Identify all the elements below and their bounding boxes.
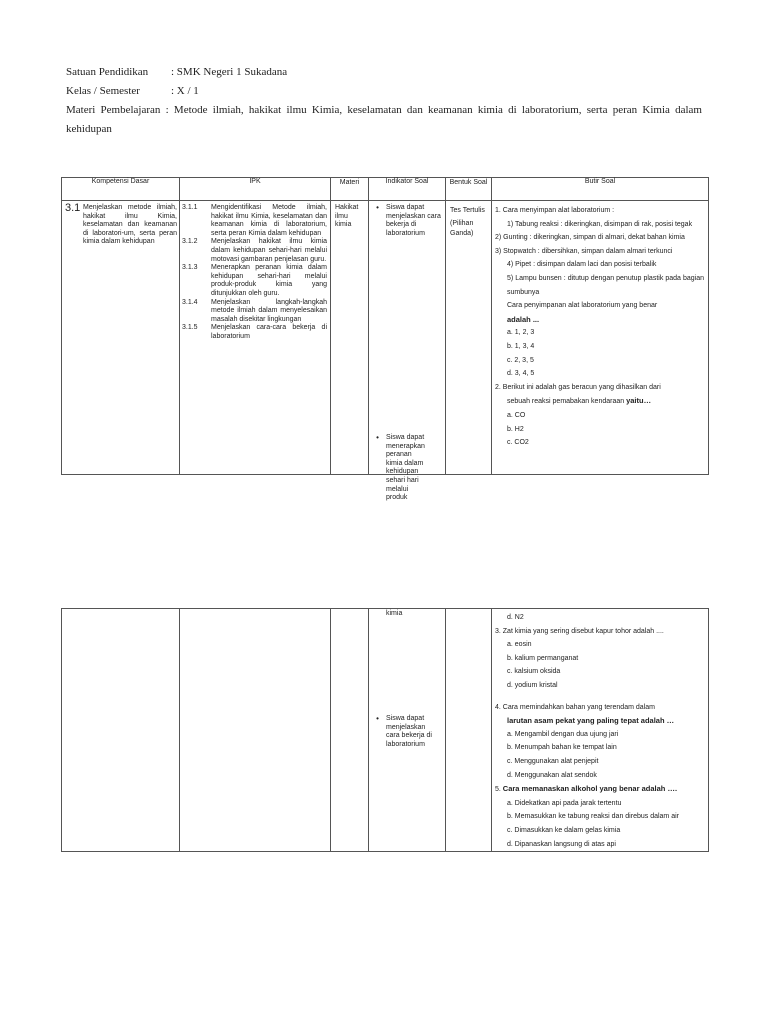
option: d. Menggunakan alat sendok xyxy=(507,771,597,779)
option: c. CO2 xyxy=(507,439,529,447)
ipk-text: Menjelaskan cara-cara bekerja di laboratorium xyxy=(211,324,327,340)
question-5-number: 5. xyxy=(495,786,501,794)
bullet-icon: • xyxy=(376,714,379,723)
question-2-cont: sebuah reaksi pemabakan kendaraan xyxy=(507,398,625,406)
bentuk-cell xyxy=(446,201,492,475)
ipk-item xyxy=(180,299,330,325)
ipk-text: Mengidentifikasi Metode ilmiah, hakikat ilmu Kimia, keselamatan dan keamanan kimia di laboratorium, serta peran Kimia dalam kehidupan xyxy=(211,204,327,237)
butir-soal-list xyxy=(492,609,708,851)
question-1-stem: Cara penyimpanan alat laboratorium yang benar xyxy=(507,302,658,310)
option: a. CO xyxy=(507,411,526,419)
kisi-kisi-table-2 xyxy=(61,608,709,852)
table-row xyxy=(62,609,709,852)
bullet-icon: • xyxy=(376,203,379,212)
materi-text: Hakikat ilmu kimia xyxy=(335,204,359,229)
question-4-end: larutan asam pekat yang paling tepat adalah … xyxy=(507,716,675,726)
question-1: 1. Cara menyimpan alat laboratorium : xyxy=(495,207,615,214)
option: c. 2, 3, 5 xyxy=(507,356,534,364)
indikator-text: kimia xyxy=(386,610,403,617)
col-ipk: IPK xyxy=(180,178,331,201)
option: b. Memasukkan ke tabung reaksi dan direbus dalam air xyxy=(507,813,679,821)
question-1-item: 2) Gunting : dikeringkan, simpan di almari, dekat bahan kimia xyxy=(495,234,685,242)
bullet-icon: • xyxy=(376,433,379,442)
indikator-cell xyxy=(369,609,446,852)
option: a. Didekatkan api pada jarak tertentu xyxy=(507,799,622,807)
ipk-number: 3.1.5 xyxy=(182,324,198,332)
option: d. yodium kristal xyxy=(507,681,558,689)
col-kompetensi-dasar: Kompetensi Dasar xyxy=(62,178,180,201)
col-materi: Materi xyxy=(331,178,369,201)
bentuk-cell-empty xyxy=(446,609,492,852)
ipk-item xyxy=(180,238,330,264)
question-1-item: 3) Stopwatch : dibersihkan, simpan dalam almari terkunci xyxy=(495,247,673,255)
option: d. N2 xyxy=(507,614,524,621)
indikator-item xyxy=(369,715,445,749)
option: b. Menumpah bahan ke tempat lain xyxy=(507,744,617,752)
ipk-number: 3.1.4 xyxy=(182,298,198,306)
option: c. kalsium oksida xyxy=(507,668,561,676)
ipk-text: Menjelaskan langkah-langkah metode ilmiah dalam menyelesaikan masalah disekitar lingkungan xyxy=(211,298,327,323)
ipk-item xyxy=(180,324,330,341)
option: c. Menggunakan alat penjepit xyxy=(507,757,599,765)
option: a. 1, 2, 3 xyxy=(507,329,535,337)
question-1-stem-end: adalah ... xyxy=(507,314,540,324)
ipk-text: Menerapkan peranan kimia dalam kehidupan sehari-hari melalui produk-produk kimia yang ditunjukkan oleh guru. xyxy=(211,264,327,297)
kd-text: Menjelaskan metode ilmiah, hakikat ilmu Kimia, keselamatan dan keamanan di laboratori-um, serta peran kimia dalam kehidupan xyxy=(83,204,177,246)
ipk-cell-empty xyxy=(180,609,331,852)
ipk-number: 3.1.1 xyxy=(182,204,198,211)
materi-cell xyxy=(331,201,369,475)
col-butir-soal: Butir Soal xyxy=(492,178,709,201)
kd-cell xyxy=(62,201,180,475)
question-2-end: yaitu… xyxy=(626,396,652,406)
option: d. Dipanaskan langsung di atas api xyxy=(507,840,616,848)
kd-number: 3.1 xyxy=(65,202,81,214)
bentuk-text xyxy=(446,201,491,239)
ipk-item xyxy=(180,264,330,298)
kelas-label: Kelas / Semester xyxy=(66,85,140,97)
option: b. H2 xyxy=(507,425,524,433)
butir-cell xyxy=(492,609,709,852)
indikator-cell xyxy=(369,201,446,502)
option: c. Dimasukkan ke dalam gelas kimia xyxy=(507,826,621,834)
question-4: 4. Cara memindahkan bahan yang terendam dalam xyxy=(495,703,655,711)
kelas-value: : X / 1 xyxy=(171,85,199,97)
satuan-label: Satuan Pendidikan xyxy=(66,66,149,78)
question-5: Cara memanaskan alkohol yang benar adalah …. xyxy=(502,784,678,794)
ipk-number: 3.1.3 xyxy=(182,264,198,272)
indikator-item xyxy=(369,204,445,238)
indikator-text: Siswa dapat menjelaskan cara bekerja di laboratorium xyxy=(386,715,432,748)
option: a. Mengambil dengan dua ujung jari xyxy=(507,730,619,738)
table-row xyxy=(62,201,709,475)
ipk-text: Menjelaskan hakikat ilmu kimia dalam kehidupan sehari-hari melalui motovasi gambaran penjelasan guru. xyxy=(211,238,327,263)
question-3: 3. Zat kimia yang sering disebut kapur tohor adalah .... xyxy=(495,627,664,635)
option: b. kalium permanganat xyxy=(507,654,579,662)
question-1-item: 1) Tabung reaksi : dikeringkan, disimpan di rak, posisi tegak xyxy=(507,220,693,228)
col-bentuk-soal: Bentuk Soal xyxy=(446,178,492,201)
ipk-item xyxy=(180,204,330,238)
materi-pembelajaran-row: Materi Pembelajaran : Metode ilmiah, hakikat ilmu Kimia, keselamatan dan keamanan kimia di laboratorium, serta peran Kimia dalam kehidupan xyxy=(66,104,702,135)
option: d. 3, 4, 5 xyxy=(507,370,535,378)
question-1-item: 5) Lampu bunsen : ditutup dengan penutup plastik pada bagian sumbunya xyxy=(507,274,704,296)
materi-cell-empty xyxy=(331,609,369,852)
question-2: 2. Berikut ini adalah gas beracun yang dihasilkan dari xyxy=(495,383,661,391)
col-indikator-soal: Indikator Soal xyxy=(369,178,446,201)
table-header-row xyxy=(62,178,709,201)
question-1-item: 4) Pipet : disimpan dalam laci dan posisi terbalik xyxy=(507,261,657,269)
indikator-continuation xyxy=(369,610,445,619)
indikator-text: Siswa dapat menerapkan peranan kimia dalam kehidupan sehari hari melalui produk xyxy=(386,434,425,502)
kd-cell-empty xyxy=(62,609,180,852)
option: b. 1, 3, 4 xyxy=(507,342,535,350)
bentuk-subtype: (Pilihan Ganda) xyxy=(450,220,474,237)
butir-soal-list xyxy=(492,201,708,450)
ipk-number: 3.1.2 xyxy=(182,238,198,246)
butir-cell xyxy=(492,201,709,475)
indikator-text: Siswa dapat menjelaskan cara bekerja di laboratorium xyxy=(386,204,441,237)
ipk-cell xyxy=(180,201,331,475)
satuan-value: : SMK Negeri 1 Sukadana xyxy=(171,66,288,78)
bentuk-type: Tes Tertulis xyxy=(450,207,485,214)
indikator-item xyxy=(369,434,445,503)
option: a. eosin xyxy=(507,641,532,649)
kisi-kisi-table-1 xyxy=(61,177,709,502)
